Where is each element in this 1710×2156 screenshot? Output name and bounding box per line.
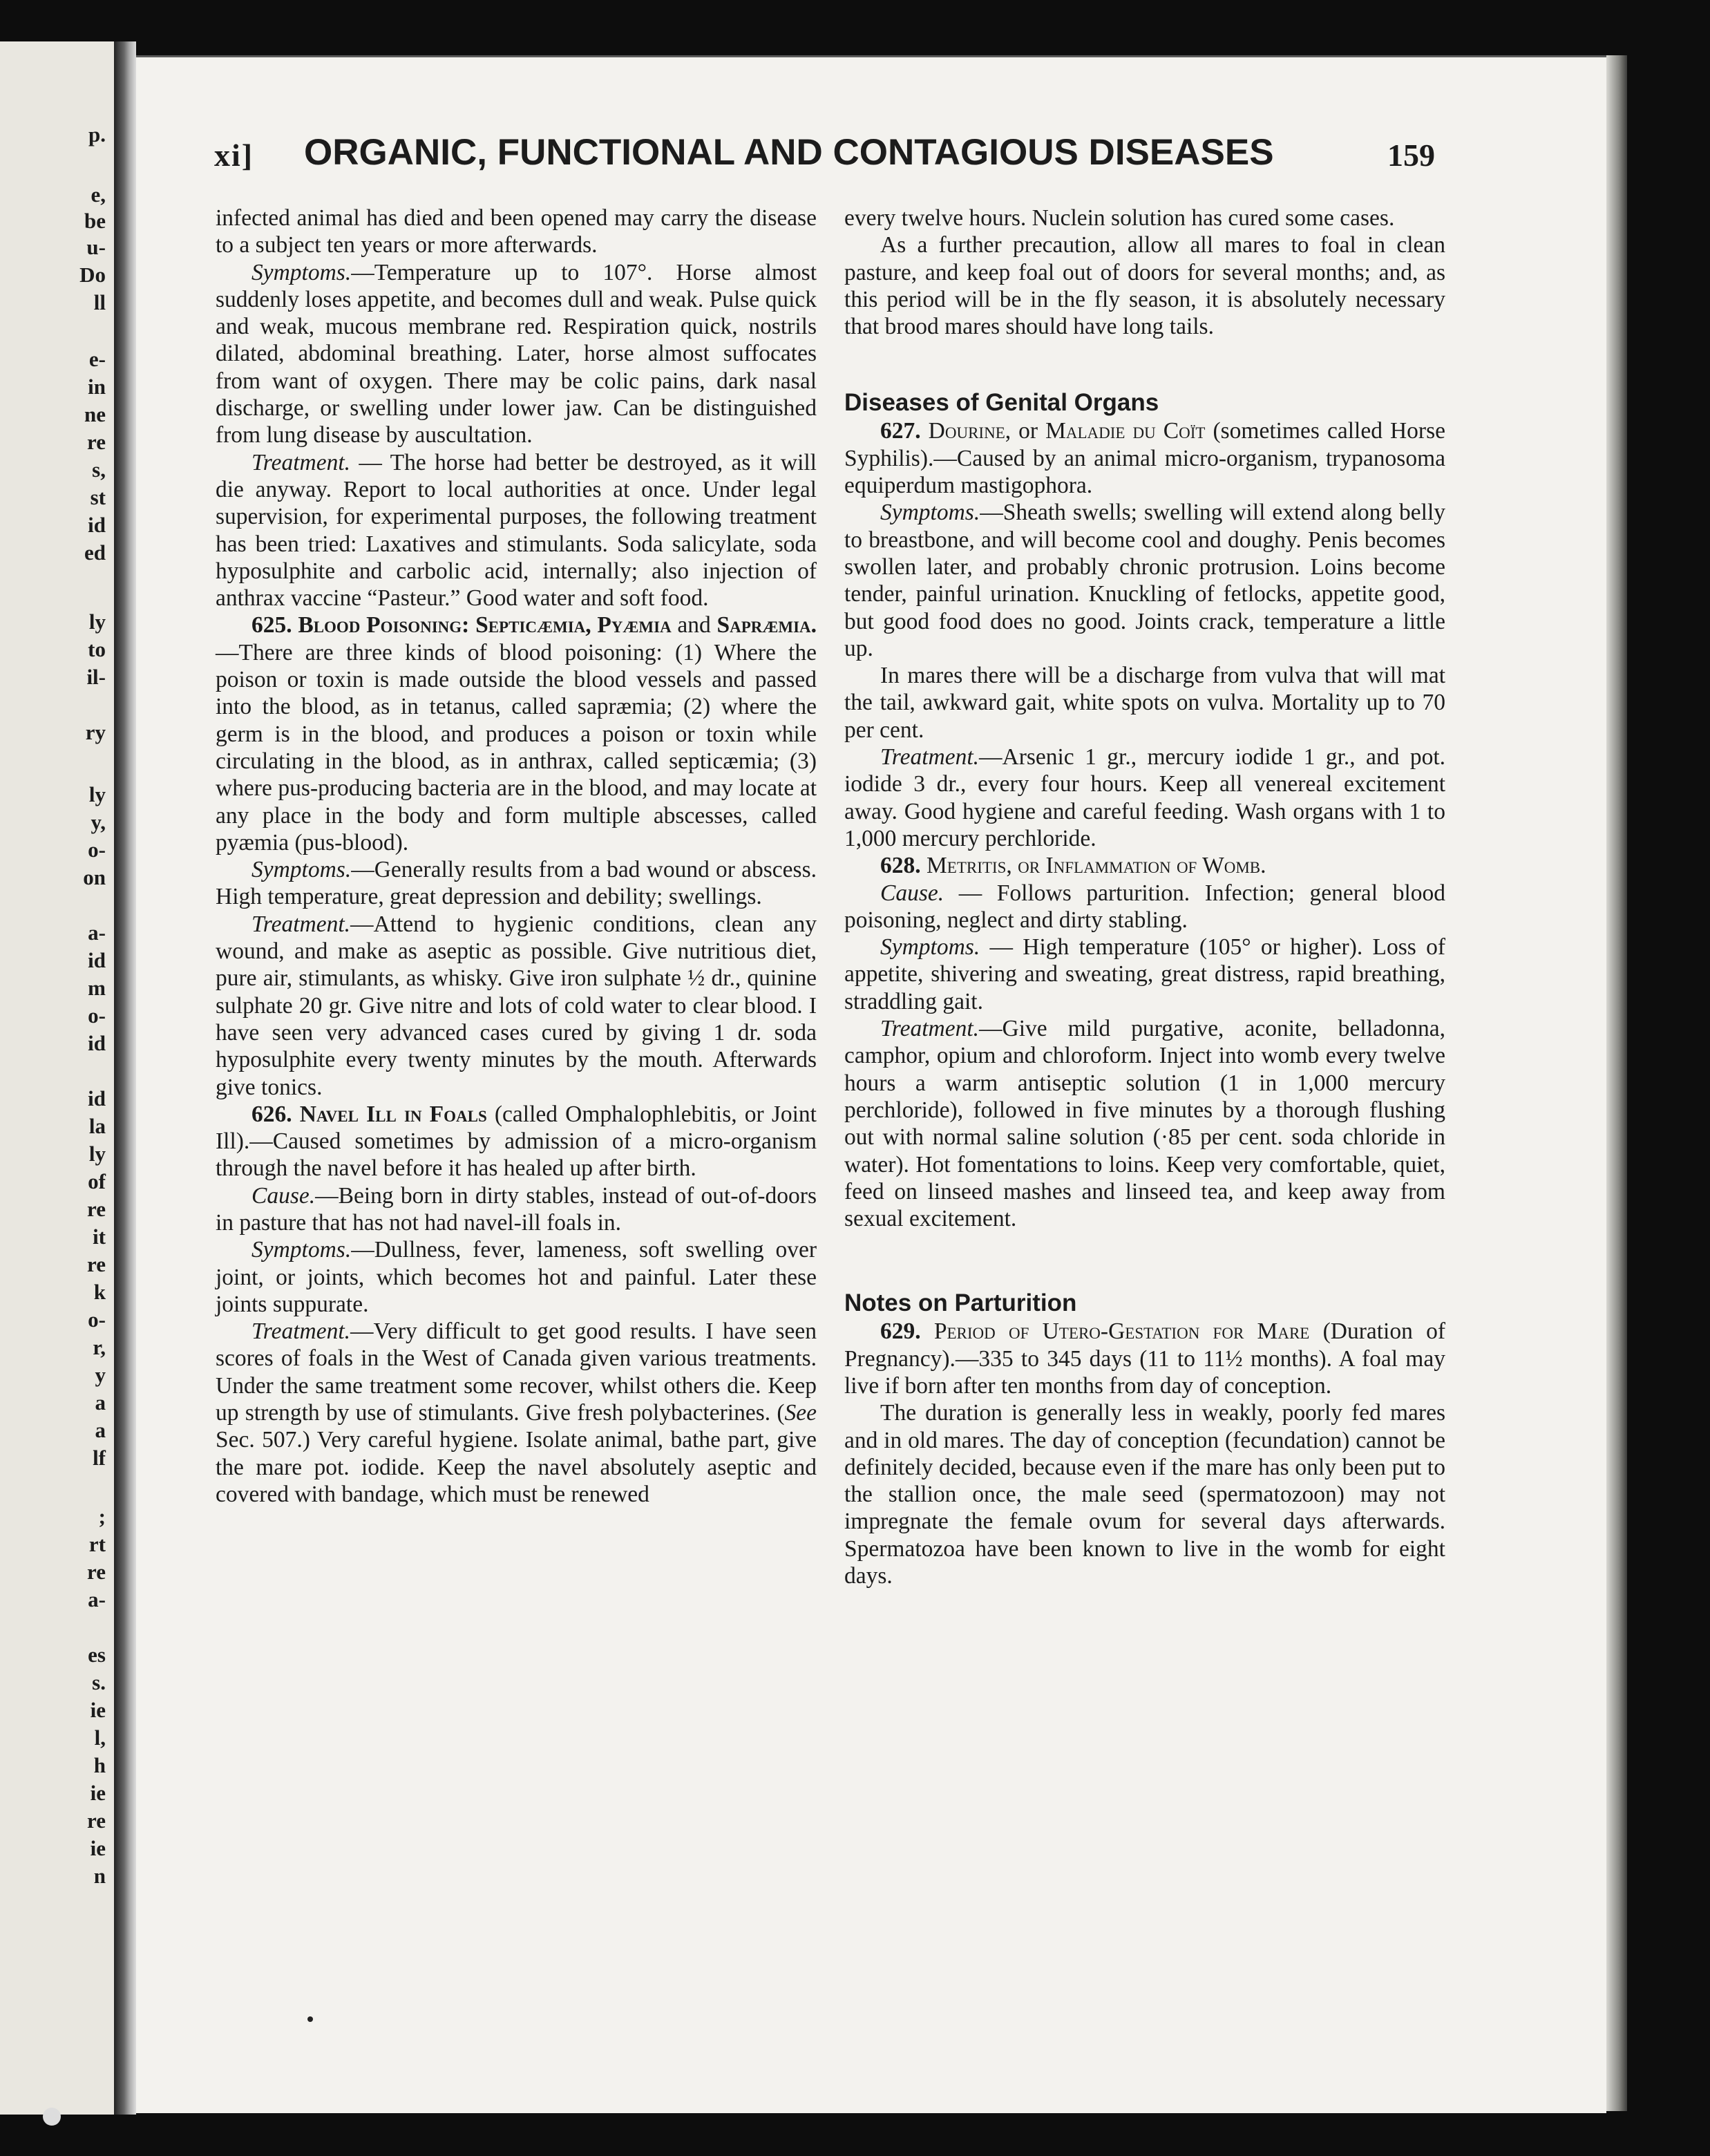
book-gutter [114,41,136,2115]
prev-page-fragment: a [95,1418,106,1442]
prev-page-fragment: e- [88,347,106,371]
section-title: Dourine, [928,418,1011,444]
prev-page-fragment: il- [86,665,106,689]
running-title: ORGANIC, FUNCTIONAL AND CONTAGIOUS DISEASES [304,132,1274,173]
paragraph-text: —Arsenic 1 gr., mercury iodide 1 gr., and pot. iodide 3 dr., every four hours. Keep all venereal excitement away. Good hygiene and careful feeding. Wash organs with 1 to 1,000 mercury perchloride. [844,744,1445,851]
section-628 [844,852,1445,879]
section-label: Treatment. [880,744,979,770]
right-column [844,205,1445,1589]
prev-page-fragment: re [87,1560,106,1584]
corner-mark [43,2108,61,2126]
section-number: 629. [880,1318,921,1345]
previous-page-edge [0,41,114,2115]
prev-page-fragment: id [88,948,106,972]
section-label: Symptoms. [251,857,352,883]
paragraph-text: —Temperature up to 107°. Horse almost suddenly loses appetite, and becomes dull and weak. Pulse quick and weak, mucous membrane red. Respiration quick, nostrils dilated, abdominal breathing. Later, horse almost suffocates from want of oxygen. There may be colic pains, dark nasal discharge, or swelling under lower jaw. Can be distinguished from lung disease by auscultation. [216,259,817,448]
section-label: Treatment. [251,911,350,937]
section-number: 625. [251,612,292,639]
paragraph [216,1236,817,1318]
section-label: Treatment. [880,1016,979,1042]
section-label: Treatment. [251,449,350,475]
prev-page-fragment: ly [88,782,106,806]
prev-page-fragment: o- [88,1307,106,1332]
prev-page-fragment: la [88,1114,106,1138]
ink-dot [307,2016,313,2022]
paragraph [216,1318,817,1508]
paragraph [216,856,817,911]
section-title: Period of Utero-Gestation for Mare [933,1318,1310,1345]
paragraph-text: Sec. 507.) Very careful hygiene. Isolate animal, bathe part, give the mare pot. iodide. Keep the navel absolutely aseptic and covered with bandage, which must be renewed [216,1427,817,1507]
prev-page-fragment: re [87,430,106,454]
subheading-genital-organs: Diseases of Genital Organs [844,389,1159,417]
prev-page-fragment: n [93,1864,106,1888]
prev-page-fragment: r, [93,1335,106,1359]
prev-page-fragment: a- [88,1587,106,1611]
paragraph [844,1015,1445,1232]
prev-page-fragment: re [87,1808,106,1833]
prev-page-fragment: ly [88,1142,106,1166]
section-number: 626. [251,1101,292,1127]
prev-page-fragment: on [83,865,106,889]
paragraph-text: — The horse had better be destroyed, as it will die anyway. Report to local authorities at once. Under legal supervision, for experimental purposes, the following treatment has been tried: Laxatives and stimulants. Soda salicylate, soda hyposulphite and carbolic acid, internally; also injection of anthrax vaccine “Pasteur.” Good water and soft food. [216,449,817,612]
section-number: 628. [880,853,921,879]
prev-page-fragment: o- [88,1003,106,1028]
paragraph [216,449,817,612]
prev-page-fragment: lf [93,1446,106,1470]
page-number: 159 [1387,138,1435,173]
spacer [844,340,1445,388]
prev-page-fragment: rt [88,1532,106,1556]
cross-reference: See [784,1400,817,1426]
paragraph [844,880,1445,934]
prev-page-fragment: id [88,1086,106,1110]
paragraph-text: —Dullness, fever, lameness, soft swelling over joint, or joints, which becomes hot and painful. Later these joints suppurate. [216,1237,817,1317]
prev-page-fragment: s, [92,457,106,482]
prev-page-fragment: st [90,485,106,509]
section-title: Maladie du Coït [1045,418,1206,444]
prev-page-fragment: s. [92,1670,106,1694]
section-title: Metritis, or Inflammation of Womb. [927,853,1266,879]
spacer [844,1232,1445,1289]
prev-page-fragment: ed [84,540,106,565]
prev-page-fragment: y [95,1363,106,1387]
prev-page-fragment: ie [90,1836,106,1860]
paragraph-text: — High temperature (105° or higher). Loss of appetite, shivering and sweating, great distress, rapid breathing, straddling gait. [844,934,1445,1014]
prev-page-fragment: in [88,375,106,399]
paragraph-text: (called Omphalophlebitis, or Joint Ill).—Caused sometimes by admission of a micro-organism through the navel before it has healed up after birth. [216,1101,817,1182]
prev-page-fragment: l, [94,1725,106,1750]
paragraph-text: —There are three kinds of blood poisoning: (1) Where the poison or toxin is made outside the blood vessels and passed into the blood, as in tetanus, called sapræmia; (2) where the germ is in the blood, and produces a poison or toxin while circulating in the blood, as in anthrax, called septicæmia; (3) where pus-producing bacteria are in the blood, and may locate at any place in the body and form multiple abscesses, called pyæmia (pus-blood). [216,639,817,855]
prev-page-fragment: a- [88,920,106,945]
section-title: Navel Ill in Foals [299,1101,487,1127]
prev-page-fragment: to [88,637,106,661]
prev-page-fragment: ; [98,1504,106,1529]
paragraph [216,1182,817,1237]
paragraph [216,911,817,1101]
paragraph-text: —Generally results from a bad wound or abscess. High temperature, great depression and debility; swellings. [216,857,817,910]
section-label: Symptoms. [880,934,980,961]
subheading-parturition: Notes on Parturition [844,1289,1077,1317]
chapter-marker: xi] [214,138,254,173]
page-edge-shadow [1606,55,1627,2111]
paragraph-text: (sometimes called Horse Syphilis).—Caused by an animal micro-organism, trypanosoma equiperdum mastigophora. [844,418,1445,499]
paragraph-text: —Attend to hygienic conditions, clean any wound, and make as aseptic as possible. Give nutritious diet, pure air, stimulants, as whisky. Give iron sulphate ½ dr., quinine sulphate 20 gr. Give nitre and lots of cold water to clear blood. I have seen very advanced cases cured by giving 1 dr. soda hyposulphite every twenty minutes by the mouth. Afterwards give tonics. [216,911,817,1100]
section-625 [216,612,817,856]
paragraph [844,744,1445,852]
paragraph-text: —Being born in dirty stables, instead of out-of-doors in pasture that has not had navel-ill foals in. [216,1182,817,1236]
section-629 [844,1318,1445,1399]
prev-page-fragment: h [93,1753,106,1777]
prev-page-fragment: it [93,1224,106,1249]
prev-page-fragment: es [88,1643,106,1667]
prev-page-fragment: be [84,209,106,233]
paragraph-text: —Sheath swells; swelling will extend along belly to breastbone, and will become cool and doughy. Penis becomes swollen later, and probably chronic protrusion. Loins become tender, painful urination. Knuckling of fetlocks, appetite good, but good food does no good. Joints crack, temperature a little up. [844,500,1445,661]
paragraph-text: —Give mild purgative, aconite, belladonna, camphor, opium and chloroform. Inject into womb every twelve hours a warm antiseptic solution (1 in 1,000 mercury perchloride), followed in five minutes by a thorough flushing out with normal saline solution (·85 per cent. soda chloride in water). Hot fomentations to loins. Keep very comfortable, quiet, feed on linseed mashes and linseed tea, and keep away from sexual excitement. [844,1016,1445,1232]
prev-page-fragment: re [87,1252,106,1276]
section-number: 627. [880,418,921,444]
prev-page-fragment: ry [85,720,106,744]
paragraph-text: (Duration of Pregnancy).—335 to 345 days (11 to 11½ months). A foal may live if born after ten months from day of conception. [844,1318,1445,1399]
prev-page-fragment: ie [90,1781,106,1805]
paragraph [216,259,817,449]
prev-page-fragment: a [95,1390,106,1415]
section-label: Symptoms. [251,259,352,285]
section-627 [844,417,1445,499]
prev-page-fragment: Do [79,263,106,287]
section-label: Cause. [880,880,944,906]
section-626 [216,1101,817,1182]
prev-page-fragment: o- [88,838,106,862]
section-label: Treatment. [251,1318,350,1345]
prev-page-fragment: y, [91,810,106,834]
section-label: Symptoms. [251,1237,352,1263]
section-label: Cause. [251,1182,316,1209]
paragraph: The duration is generally less in weakly, poorly fed mares and in old mares. The day of conception (fecundation) cannot be definitely decided, because even if the mare has only been put to the stallion once, the male seed (spermatozoon) may not impregnate the female ovum for several days afterwards. Spermatozoa have been known to live in the womb for eight days. [844,1400,1445,1589]
paragraph: infected animal has died and been opened may carry the disease to a subject ten years or more afterwards. [216,205,817,258]
prev-page-fragment: of [88,1169,106,1193]
section-label: Symptoms. [880,500,980,526]
section-title: Sapræmia. [716,612,817,639]
paragraph [844,934,1445,1015]
paragraph [844,499,1445,662]
left-column [216,205,817,1508]
prev-page-fragment: e, [91,182,106,207]
paragraph-text: — Follows parturition. Infection; general blood poisoning, neglect and dirty stabling. [844,880,1445,933]
prev-page-fragment: id [88,1031,106,1055]
prev-page-fragment: p. [88,122,106,146]
prev-page-fragment: m [88,976,106,1000]
paragraph: In mares there will be a discharge from vulva that will mat the tail, awkward gait, white spots on vulva. Mortality up to 70 per cent. [844,663,1445,743]
prev-page-fragment: re [87,1197,106,1221]
prev-page-fragment: ll [93,290,106,314]
paragraph: As a further precaution, allow all mares to foal in clean pasture, and keep foal out of doors for several months; and, as this period will be in the fly season, it is absolutely necessary that brood mares should have long tails. [844,232,1445,340]
prev-page-fragment: id [88,513,106,537]
paragraph: every twelve hours. Nuclein solution has cured some cases. [844,205,1395,231]
prev-page-fragment: ie [90,1698,106,1722]
prev-page-fragment: ly [88,609,106,634]
prev-page-fragment: u- [86,235,106,259]
prev-page-fragment: ne [84,402,106,426]
section-title: Blood Poisoning: [298,612,470,639]
paragraph-text: —Very difficult to get good results. I have seen scores of foals in the West of Canada given various treatments. Under the same treatment some recover, whilst others die. Keep up strength by use of stimulants. Give fresh polybacterines. ( [216,1318,817,1426]
section-title-joiner: and [677,612,711,639]
section-title-joiner: or [1011,418,1046,444]
prev-page-fragment: k [93,1280,106,1304]
section-title: Septicæmia, Pyæmia [475,612,672,639]
